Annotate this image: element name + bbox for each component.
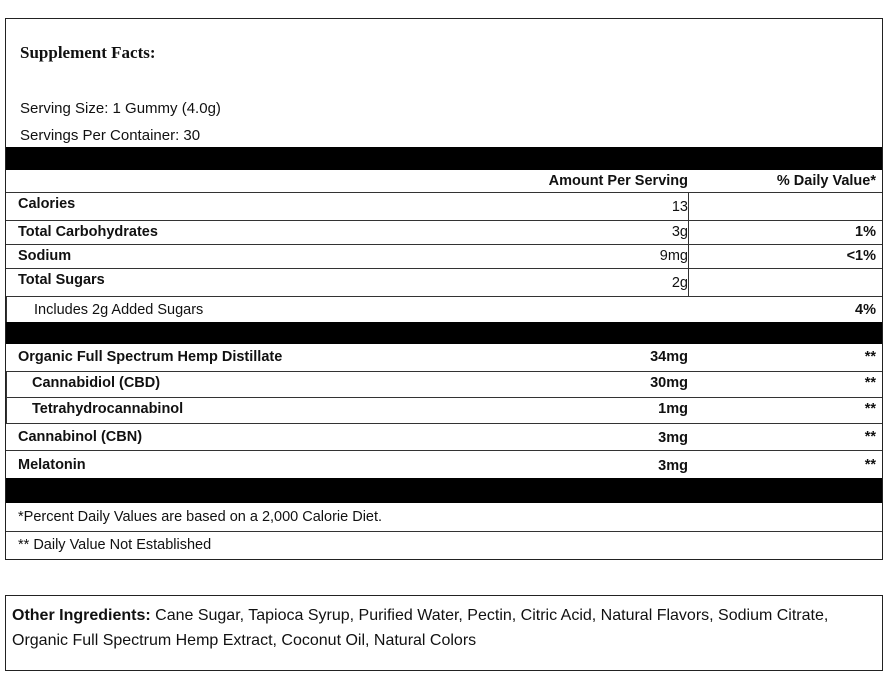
footnote-row: [6, 503, 882, 532]
divider-bar: [6, 147, 882, 170]
other-ingredients-label: Other Ingredients:: [12, 607, 151, 624]
other-ingredients-text: [12, 603, 872, 653]
dv-header: % Daily Value*: [776, 173, 876, 189]
table-row: [6, 269, 882, 297]
other-ingredients-list: Cane Sugar, Tapioca Syrup, Purified Water, Pectin, Citric Acid, Natural Flavors, Sodium Citrate, Organic Full Spectrum Hemp Extract, Coconut Oil, Natural Colors: [12, 607, 829, 649]
table-row: [6, 372, 882, 398]
nutrient-amount: 13: [671, 199, 688, 215]
servings-per-container: Servings Per Container: 30: [20, 127, 201, 144]
active-name: Organic Full Spectrum Hemp Distillate: [18, 349, 283, 365]
nutrient-amount: 2g: [671, 275, 688, 291]
active-name: Melatonin: [18, 457, 86, 473]
table-row: [6, 424, 882, 451]
divider-bar: [6, 322, 882, 344]
active-amount: 1mg: [658, 401, 688, 417]
nutrient-name: Calories: [18, 196, 76, 212]
active-amount: 3mg: [658, 458, 688, 474]
table-row: [6, 193, 882, 221]
active-name: Cannabidiol (CBD): [32, 375, 161, 391]
active-dv: **: [864, 375, 876, 391]
supplement-facts-panel: [5, 18, 883, 560]
nutrient-dv: <1%: [846, 248, 876, 264]
nutrient-name: Includes 2g Added Sugars: [34, 302, 204, 318]
other-ingredients-panel: [5, 595, 883, 671]
active-amount: 30mg: [650, 375, 688, 391]
table-row: [6, 221, 882, 245]
table-row: [6, 398, 882, 424]
nutrient-amount: 3g: [671, 224, 688, 240]
divider-bar: [6, 478, 882, 503]
panel-title: Supplement Facts:: [20, 43, 156, 62]
footnote-not-established: ** Daily Value Not Established: [18, 537, 212, 553]
active-dv: **: [864, 457, 876, 473]
active-amount: 3mg: [658, 430, 688, 446]
nutrient-dv: 4%: [855, 302, 876, 318]
nutrient-name: Sodium: [18, 248, 72, 264]
active-dv: **: [864, 349, 876, 365]
table-row: [6, 297, 882, 322]
active-dv: **: [864, 429, 876, 445]
column-header-row: [6, 170, 882, 193]
serving-size: Serving Size: 1 Gummy (4.0g): [20, 100, 221, 117]
active-name: Tetrahydrocannabinol: [32, 401, 184, 417]
active-name: Cannabinol (CBN): [18, 429, 143, 445]
active-dv: **: [864, 401, 876, 417]
nutrient-name: Total Sugars: [18, 272, 105, 288]
nutrient-name: Total Carbohydrates: [18, 224, 158, 240]
active-amount: 34mg: [650, 349, 688, 365]
footnote-dv: *Percent Daily Values are based on a 2,000 Calorie Diet.: [18, 509, 383, 525]
table-row: [6, 451, 882, 478]
table-row: [6, 346, 882, 372]
nutrient-dv: 1%: [855, 224, 876, 240]
table-row: [6, 245, 882, 269]
nutrient-amount: 9mg: [659, 248, 688, 264]
amount-header: Amount Per Serving: [548, 173, 688, 189]
